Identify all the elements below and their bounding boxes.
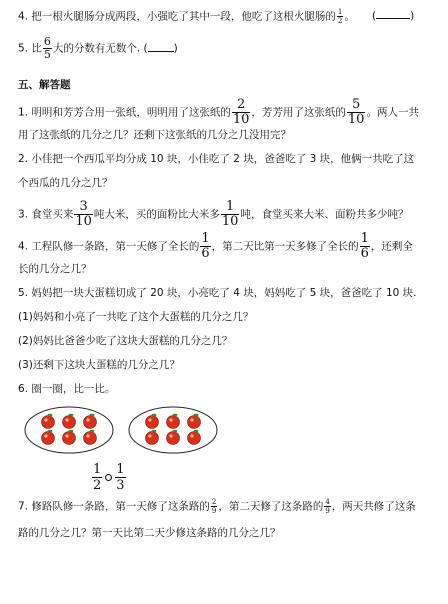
problem-1: 1. 明明和芳芳合用一张纸，明明用了这张纸的 $\frac{2}{10}$ ，芳芳用了这张纸的 $\frac{5}{10}$ 。两人一共 (18, 97, 419, 127)
fraction: $\frac{6}{5}$ (43, 35, 51, 61)
apple-icon (63, 430, 76, 445)
compare-circle[interactable] (105, 474, 112, 481)
problem-1-line-2: 用了这张纸的几分之几？还剩下这张纸的几分之几没用完？ (18, 129, 291, 141)
apple-icon (84, 414, 97, 429)
question-5: 5. 比 $\frac{6}{5}$ 大的分数有无数个. ( ) (18, 35, 178, 61)
problem-7-line-2: 路的几分之几？第一天比第二天少修这条路的几分之几？ (18, 527, 281, 539)
apple-icon (84, 430, 97, 445)
problem-4: 4. 工程队修一条路，第一天修了全长的 $\frac{1}{6}$ ，第二天比第一天多修了全长的 $\frac{1}{6}$ ，还剩全 (18, 231, 413, 261)
apple-icon (42, 430, 55, 445)
fraction: $\frac{1}{6}$ (360, 231, 369, 261)
problem-2: 2. 小佳把一个西瓜平均分成 10 块，小佳吃了 2 块，爸爸吃了 3 块，他俩一共吃了这 (18, 153, 415, 165)
fraction-comparison (91, 462, 127, 493)
problem-5-sub-2: (2)妈妈比爸爸少吃了这块大蛋糕的几分之几？ (18, 335, 233, 347)
fraction: $\frac{3}{10}$ (75, 199, 92, 229)
apple-icon (146, 414, 159, 429)
question-4-answer-blank: ( ) (372, 10, 415, 22)
section-title: 五、解答题 (18, 79, 71, 91)
fraction: $\frac{1}{6}$ (201, 231, 210, 261)
fraction: $\frac{5}{10}$ (347, 97, 365, 127)
problem-5-sub-1: (1)妈妈和小亮了一共吃了这个大蛋糕的几分之几？ (18, 311, 254, 323)
problem-2-line-2: 个西瓜的几分之几？ (18, 177, 113, 189)
apple-diagram (0, 400, 448, 470)
problem-5-sub-3: (3)还剩下这块大蛋糕的几分之几？ (18, 359, 180, 371)
right-fraction: $\frac{1}{3}$ (116, 462, 125, 493)
apple-icon (63, 414, 76, 429)
question-4-text: 4. 把一根火腿肠分成两段，小强吃了其中一段，他吃了这根火腿肠的 (18, 10, 336, 23)
right-oval (129, 407, 217, 453)
problem-6: 6. 圈一圈，比一比。 (18, 383, 116, 395)
apple-icon (167, 414, 180, 429)
apple-icon (188, 430, 201, 445)
question-4: 4. 把一根火腿肠分成两段，小强吃了其中一段，他吃了这根火腿肠的 $\frac{1}{2}$ 。 (18, 8, 355, 25)
problem-5: 5. 妈妈把一块大蛋糕切成了 20 块，小亮吃了 4 块，妈妈吃了 5 块，爸爸吃了 10 块. (18, 287, 417, 299)
apple-icon (42, 414, 55, 429)
left-fraction: $\frac{1}{2}$ (93, 462, 102, 493)
answer-blank (148, 41, 174, 52)
apple-icon (188, 414, 201, 429)
apple-icon (167, 430, 180, 445)
left-oval (25, 407, 113, 453)
problem-3: 3. 食堂买来 $\frac{3}{10}$ 吨大米，买的面粉比大米多 $\frac{1}{10}$ 吨，食堂买来大米、面粉共多少吨？ (18, 199, 409, 229)
fraction: $\frac{1}{10}$ (221, 199, 239, 229)
apple-icon (146, 430, 159, 445)
problem-7: 7. 修路队修一条路，第一天修了这条路的 $\frac{2}{9}$ ，第二天修了这条路的 $\frac{4}{9}$ ，两天共修了这条 (18, 498, 416, 515)
fraction: $\frac{4}{9}$ (325, 498, 330, 515)
fraction: $\frac{1}{2}$ (337, 8, 343, 25)
problem-4-line-2: 长的几分之几？ (18, 263, 92, 275)
fraction: $\frac{2}{10}$ (232, 97, 250, 127)
fraction: $\frac{2}{9}$ (211, 498, 217, 515)
